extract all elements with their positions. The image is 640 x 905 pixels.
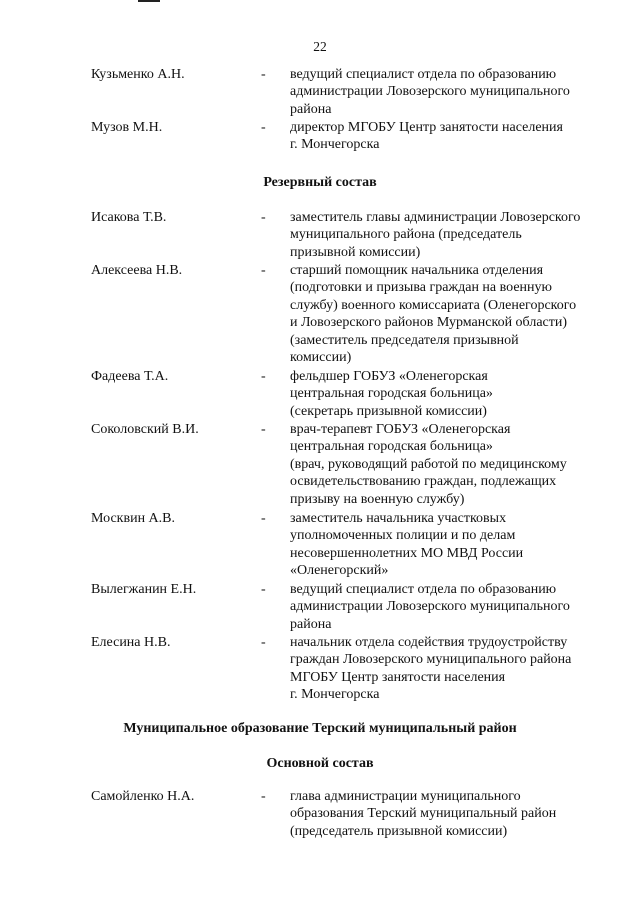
page-number: 22: [313, 39, 327, 54]
member-position: ведущий специалист отдела по образованию администрации Ловозерского муниципального района: [290, 67, 570, 117]
member-name: Самойленко Н.А.: [91, 789, 195, 804]
section-heading-municipality: Муниципальное образование Терский муниципальный район: [123, 721, 517, 736]
section-heading-main: Основной состав: [266, 756, 374, 771]
member-name: Музов М.Н.: [91, 120, 163, 135]
member-position: фельдшер ГОБУЗ «Оленегорская центральная городская больница» (секретарь призывной комиссии): [290, 369, 493, 419]
member-dash: -: [261, 369, 266, 384]
section-heading-reserve: Резервный состав: [263, 175, 377, 190]
member-position: начальник отдела содействия трудоустройству граждан Ловозерского муниципального района МГОБУ Центр занятости населения г. Мончегорска: [290, 635, 572, 703]
member-position: заместитель главы администрации Ловозерского муниципального района (председатель призывной комиссии): [290, 210, 581, 260]
member-dash: -: [261, 120, 266, 135]
member-name: Вылегжанин Е.Н.: [91, 582, 197, 597]
member-position: старший помощник начальника отделения (подготовки и призыва граждан на военную службу) военного комиссариата (Оленегорского и Ловозерского районов Мурманской области) (заместитель председателя призывной комиссии): [290, 263, 577, 366]
member-dash: -: [261, 789, 266, 804]
member-dash: -: [261, 263, 266, 278]
scan-mark: [138, 0, 160, 2]
member-dash: -: [261, 635, 266, 650]
member-dash: -: [261, 422, 266, 437]
member-name: Исакова Т.В.: [91, 210, 167, 225]
member-position: глава администрации муниципального образования Терский муниципальный район (председатель призывной комиссии): [290, 789, 557, 839]
member-dash: -: [261, 210, 266, 225]
member-name: Фадеева Т.А.: [91, 369, 169, 384]
member-name: Кузьменко А.Н.: [91, 67, 185, 82]
member-name: Алексеева Н.В.: [91, 263, 183, 278]
member-dash: -: [261, 511, 266, 526]
member-position: ведущий специалист отдела по образованию администрации Ловозерского муниципального района: [290, 582, 570, 632]
member-name: Соколовский В.И.: [91, 422, 199, 437]
member-dash: -: [261, 582, 266, 597]
member-position: директор МГОБУ Центр занятости населения г. Мончегорска: [290, 120, 563, 153]
member-name: Елесина Н.В.: [91, 635, 171, 650]
member-position: врач-терапевт ГОБУЗ «Оленегорская центральная городская больница» (врач, руководящий работой по медицинскому освидетельствованию граждан, подлежащих призыву на военную службу): [290, 422, 567, 507]
member-name: Москвин А.В.: [91, 511, 176, 526]
member-dash: -: [261, 67, 266, 82]
member-position: заместитель начальника участковых уполномоченных полиции и по делам несовершеннолетних МО МВД России «Оленегорский»: [290, 511, 524, 579]
